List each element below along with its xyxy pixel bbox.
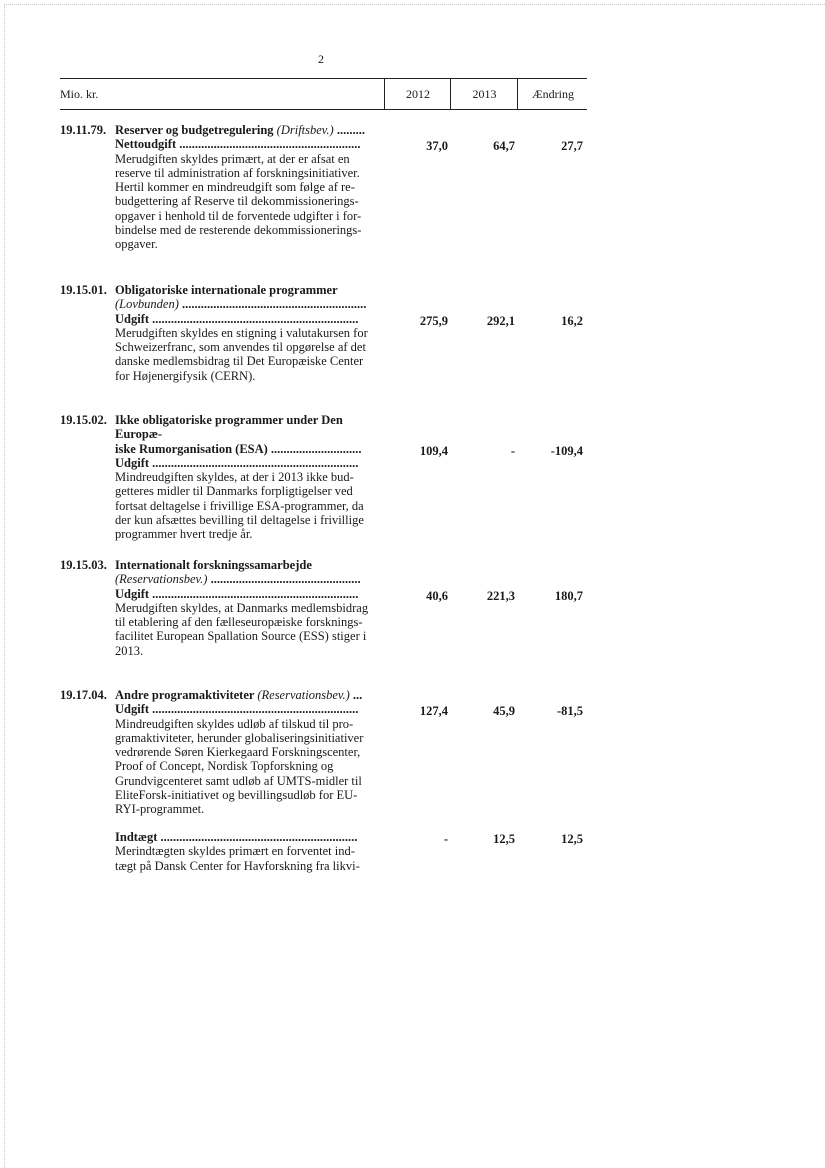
explanation-line: getteres midler til Danmarks forpligtigelser ved xyxy=(115,484,353,499)
line-label: Udgift .................................................................. xyxy=(115,586,359,601)
value-change: -81,5 xyxy=(556,704,583,719)
leader-dots: ... xyxy=(349,688,363,702)
explanation-line: budgettering af Reserve til dekommissionerings- xyxy=(115,194,359,209)
explanation-line: bindelse med de resterende dekommissionerings- xyxy=(115,223,362,238)
value-2012: - xyxy=(443,832,448,846)
leader-dots: ................................................ xyxy=(207,572,361,587)
entry-text xyxy=(115,283,390,383)
value-2013: 221,3 xyxy=(486,588,515,603)
leader-dots: ........................................................... xyxy=(178,297,367,312)
entry-title: Internationalt forskningssamarbejde xyxy=(115,558,312,572)
explanation-line: danske medlemsbidrag til Det Europæiske Center xyxy=(115,354,364,369)
appropriation-type: (Lovbunden) xyxy=(115,297,179,312)
entry-title-line xyxy=(115,283,390,297)
value-change: -109,4 xyxy=(550,443,583,458)
entry-text xyxy=(115,688,390,817)
account-code: 19.15.02. xyxy=(60,413,107,427)
explanation-line: Hertil kommer en mindreudgift som følge af re- xyxy=(115,180,355,195)
explanation-line: opgaver i henhold til de forventede udgifter i for- xyxy=(115,208,362,223)
account-code: 19.11.79. xyxy=(60,123,107,137)
entry-text xyxy=(115,413,390,542)
entry-title: Andre programaktiviteter xyxy=(115,688,258,702)
entry-title-line xyxy=(115,123,390,137)
scan-border-left xyxy=(4,4,5,1168)
column-header-2012: 2012 xyxy=(384,79,451,109)
explanation-line: fortsat deltagelse i frivillige ESA-programmer, da xyxy=(115,498,364,513)
value-change: 12,5 xyxy=(561,832,583,846)
value-2013: 292,1 xyxy=(486,313,515,328)
explanation-line: facilitet European Spallation Source (ESS) stiger i xyxy=(115,629,367,644)
entry-title: Reserver og budgetregulering xyxy=(115,123,277,137)
entry-text xyxy=(115,558,390,658)
account-code: 19.15.01. xyxy=(60,283,107,297)
explanation-line: tægt på Dansk Center for Havforskning fra likvi- xyxy=(115,858,360,873)
account-code: 19.17.04. xyxy=(60,688,107,702)
explanation-line: for Højenergifysik (CERN). xyxy=(115,368,256,383)
entry-title-line xyxy=(115,688,390,702)
value-2012: 275,9 xyxy=(419,313,448,328)
value-2013: - xyxy=(510,443,515,458)
explanation-line: vedrørende Søren Kierkegaard Forskningscenter, xyxy=(115,745,361,760)
entry-title: Obligatoriske internationale programmer xyxy=(115,283,338,297)
value-2012: 127,4 xyxy=(419,704,448,719)
explanation-line: gramaktiviteter, herunder globaliseringsinitiativer xyxy=(115,730,364,745)
value-2013: 12,5 xyxy=(493,832,515,846)
entry-text xyxy=(115,123,390,252)
appropriation-type: (Reservationsbev.) xyxy=(257,688,350,702)
explanation-line: 2013. xyxy=(115,643,144,658)
line-label: Nettoudgift .......................................................... xyxy=(115,137,361,152)
value-2013: 45,9 xyxy=(493,704,515,719)
leader-dots: ......... xyxy=(333,123,365,137)
entry-title-line xyxy=(115,558,390,572)
value-2013: 64,7 xyxy=(493,139,515,154)
explanation-line: reserve til administration af forskningsinitiativer. xyxy=(115,165,360,180)
explanation-line: til etablering af den fælleseuropæiske forsknings- xyxy=(115,615,363,630)
leader-dots: ............................. xyxy=(270,441,362,456)
entry-title-line xyxy=(115,413,390,442)
explanation-line: Proof of Concept, Nordisk Topforskning og xyxy=(115,759,334,774)
table-header xyxy=(60,78,587,110)
explanation-line: opgaver. xyxy=(115,237,158,252)
explanation-line: Mindreudgiften skyldes udløb af tilskud til pro- xyxy=(115,716,354,731)
appropriation-type: (Reservationsbev.) xyxy=(115,572,208,587)
entry-title: Ikke obligatoriske programmer under Den Europæ- xyxy=(115,413,343,442)
line-label: Udgift .................................................................. xyxy=(115,455,359,470)
explanation-line: programmer hvert tredje år. xyxy=(115,527,253,542)
unit-header: Mio. kr. xyxy=(60,87,99,101)
appropriation-type: (Driftsbev.) xyxy=(276,123,334,137)
value-change: 27,7 xyxy=(561,139,583,154)
entry-title-line xyxy=(115,442,390,456)
explanation-line: der kun afsættes bevilling til deltagelse i frivillige xyxy=(115,513,364,528)
explanation-line: Grundvigcenteret samt udløb af UMTS-midler til xyxy=(115,773,362,788)
page-number: 2 xyxy=(318,52,324,66)
explanation-line: Merudgiften skyldes primært, at der er afsat en xyxy=(115,151,350,166)
value-change: 180,7 xyxy=(554,588,583,603)
entry-title: iske Rumorganisation (ESA) xyxy=(115,441,271,456)
entry-title-line xyxy=(115,297,390,311)
value-2012: 37,0 xyxy=(426,139,448,154)
explanation-line: Merudgiften skyldes, at Danmarks medlemsbidrag xyxy=(115,600,369,615)
value-2012: 109,4 xyxy=(419,443,448,458)
value-change: 16,2 xyxy=(561,313,583,328)
column-header-change: Ændring xyxy=(517,79,588,109)
explanation-line: RYI-programmet. xyxy=(115,802,205,817)
explanation-line: Merindtægten skyldes primært en forventet ind- xyxy=(115,844,355,859)
explanation-line: Schweizerfranc, som anvendes til opgørelse af det xyxy=(115,340,366,355)
entry-text xyxy=(115,830,390,873)
explanation-line: Merudgiften skyldes en stigning i valutakursen for xyxy=(115,325,368,340)
column-header-2013: 2013 xyxy=(450,79,518,109)
line-label: Udgift .................................................................. xyxy=(115,311,359,326)
value-2012: 40,6 xyxy=(426,588,448,603)
scan-border-top xyxy=(4,4,825,5)
line-label: Udgift .................................................................. xyxy=(115,702,359,717)
account-code: 19.15.03. xyxy=(60,558,107,572)
explanation-line: Mindreudgiften skyldes, at der i 2013 ikke bud- xyxy=(115,470,354,485)
line-label: Indtægt ............................................................... xyxy=(115,830,358,844)
explanation-line: EliteForsk-initiativet og bevillingsudløb for EU- xyxy=(115,788,358,803)
entry-title-line xyxy=(115,572,390,586)
